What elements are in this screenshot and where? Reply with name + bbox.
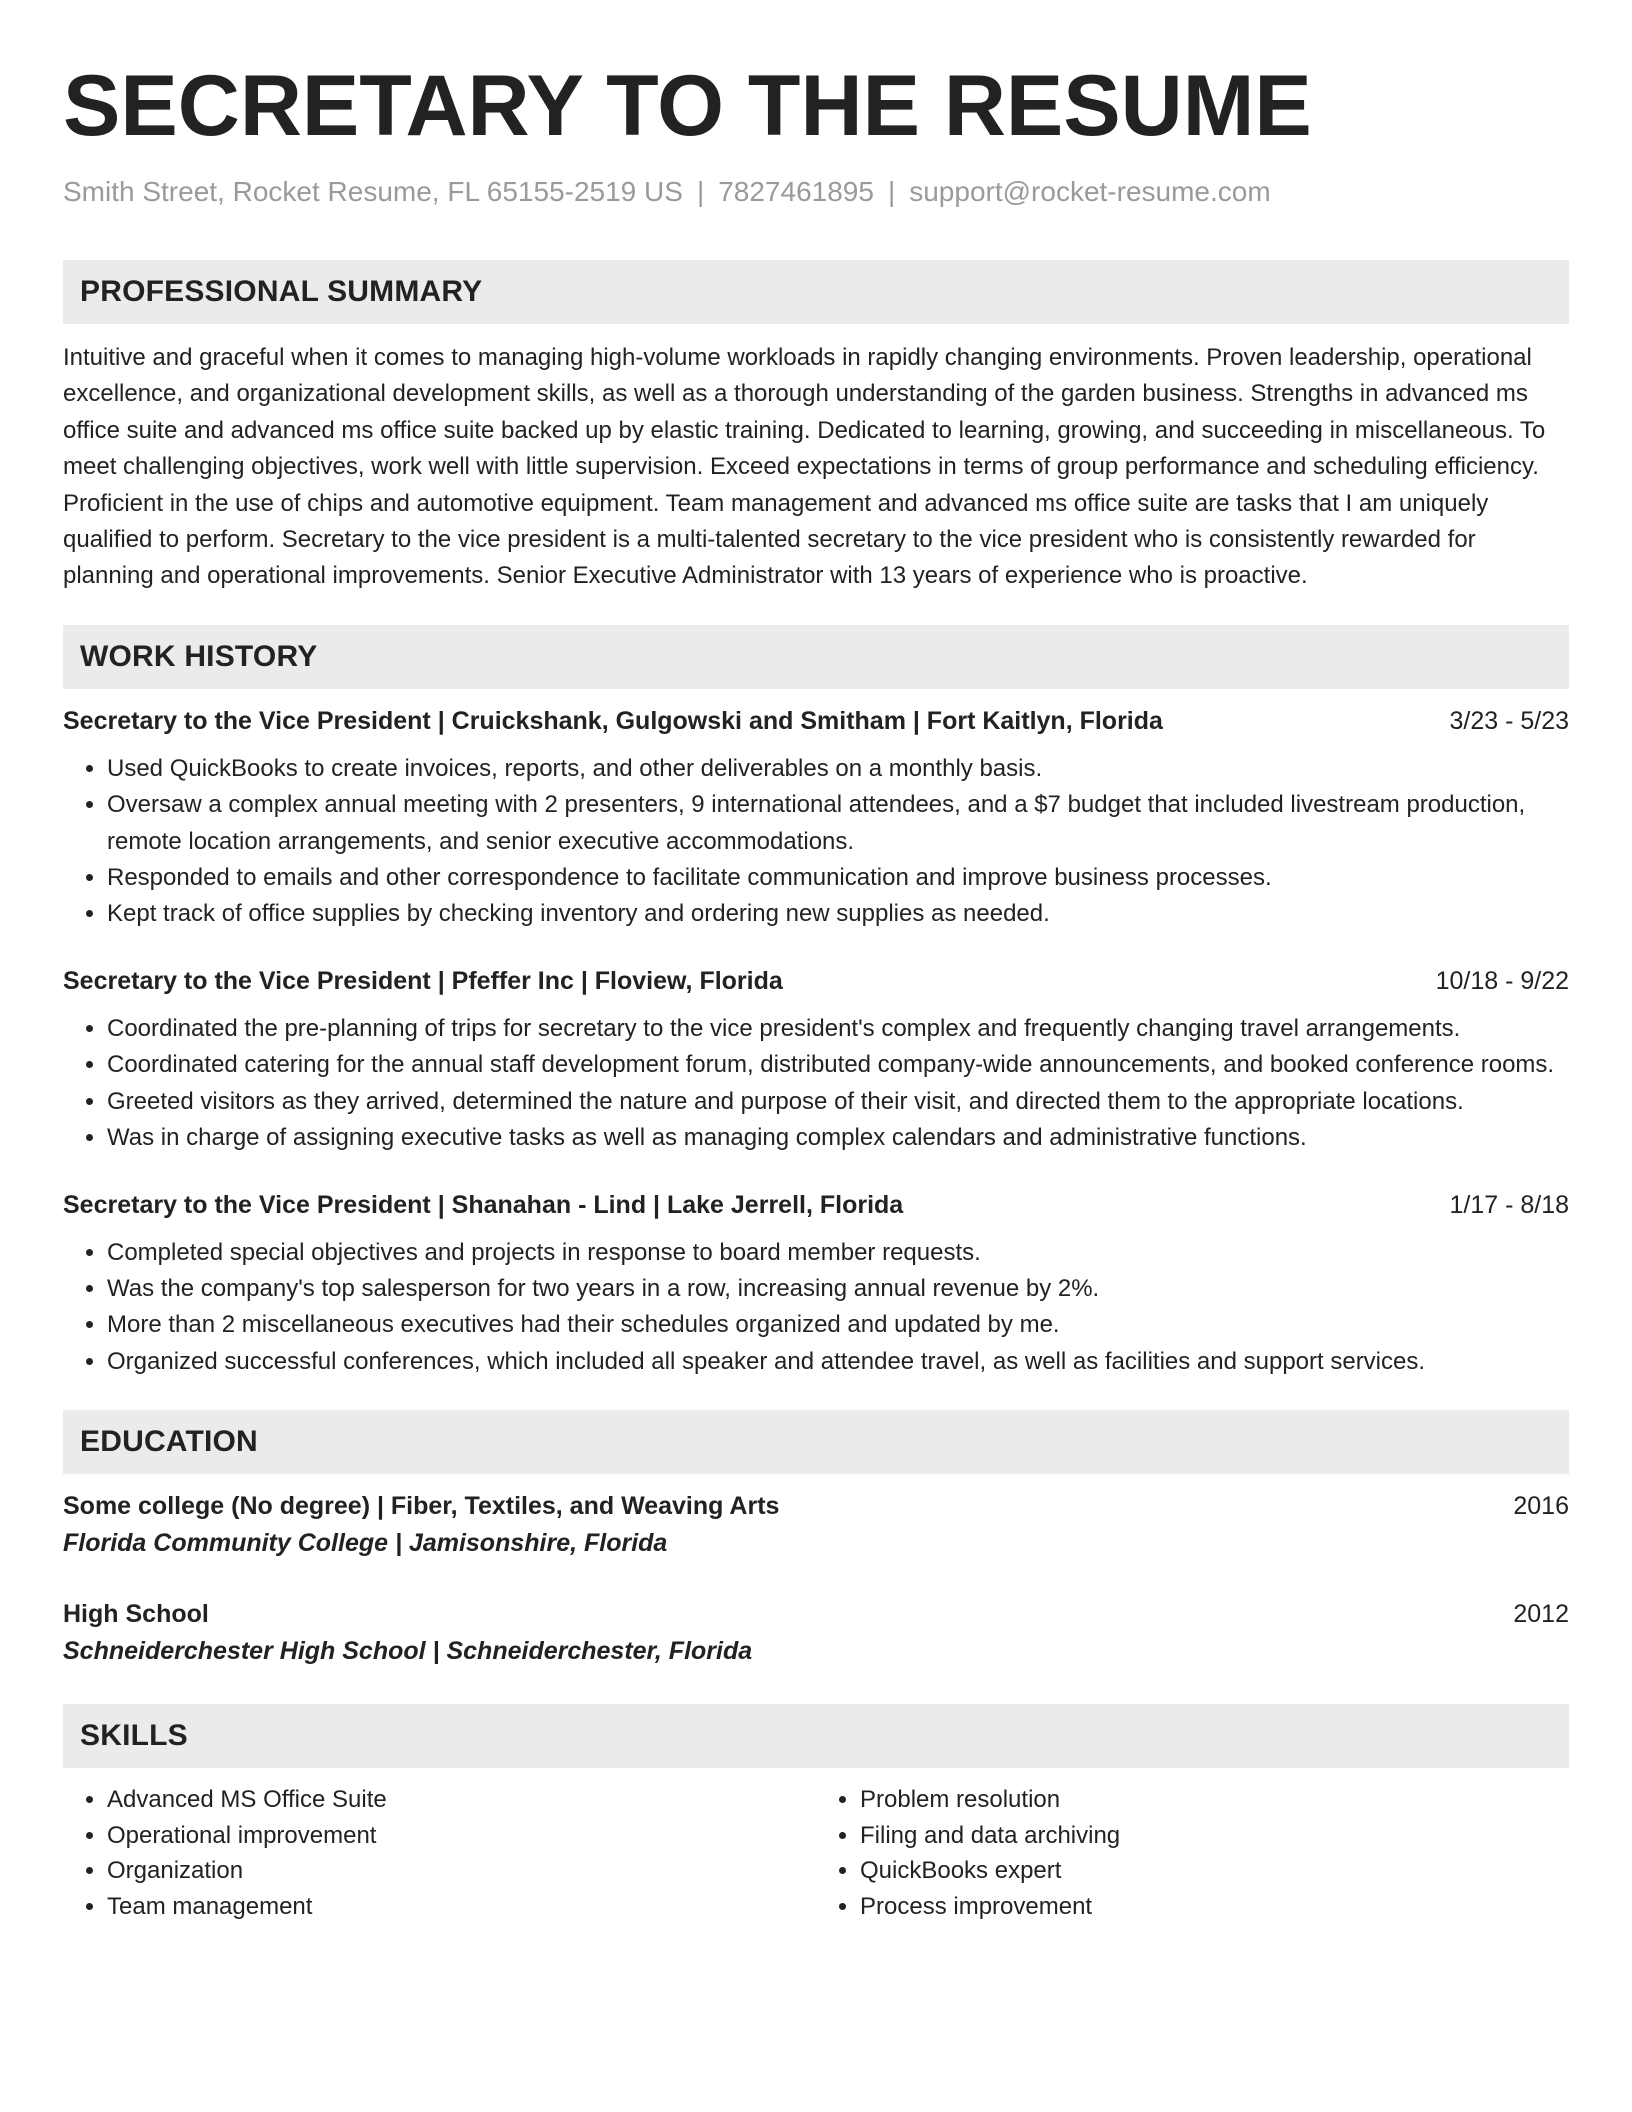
skill-item: • Operational improvement bbox=[107, 1818, 816, 1854]
skill-item: • Organization bbox=[107, 1853, 816, 1889]
skill-item: • Filing and data archiving bbox=[860, 1818, 1569, 1854]
job-bullet: • More than 2 miscellaneous executives had their schedules organized and updated by me. bbox=[107, 1307, 1569, 1343]
job-bullet: • Kept track of office supplies by checking inventory and ordering new supplies as needed. bbox=[107, 896, 1569, 932]
skills-column-left bbox=[63, 1782, 816, 1924]
job-bullets bbox=[63, 1235, 1569, 1381]
job-title: Secretary to the Vice President | Cruickshank, Gulgowski and Smitham | Fort Kaitlyn, Florida bbox=[63, 706, 1163, 735]
job-dates: 3/23 - 5/23 bbox=[1449, 706, 1569, 735]
skill-item: • QuickBooks expert bbox=[860, 1853, 1569, 1889]
skill-item: • Advanced MS Office Suite bbox=[107, 1782, 816, 1818]
section-heading-work-history: WORK HISTORY bbox=[63, 625, 1569, 689]
job-entry bbox=[63, 703, 1569, 933]
job-bullet: • Was the company's top salesperson for two years in a row, increasing annual revenue by 2%. bbox=[107, 1271, 1569, 1307]
job-bullets bbox=[63, 751, 1569, 933]
job-bullet: • Responded to emails and other correspondence to facilitate communication and improve business processes. bbox=[107, 860, 1569, 896]
job-bullet: • Completed special objectives and projects in response to board member requests. bbox=[107, 1235, 1569, 1271]
education-school: Schneiderchester High School | Schneiderchester, Florida bbox=[63, 1637, 753, 1666]
education-year: 2012 bbox=[1513, 1600, 1569, 1629]
job-bullet: • Oversaw a complex annual meeting with 2 presenters, 9 international attendees, and a $7 budget that included livestream production, remote location arrangements, and senior executive accommodations. bbox=[107, 787, 1569, 860]
job-title: Secretary to the Vice President | Shanahan - Lind | Lake Jerrell, Florida bbox=[63, 1190, 904, 1219]
education-school: Florida Community College | Jamisonshire, Florida bbox=[63, 1529, 668, 1558]
skill-item: • Problem resolution bbox=[860, 1782, 1569, 1818]
education-entry bbox=[63, 1596, 1569, 1670]
resume-name: SECRETARY TO THE RESUME bbox=[63, 58, 1312, 154]
contact-separator: | bbox=[696, 176, 705, 207]
contact-phone: 7827461895 bbox=[718, 176, 874, 207]
contact-separator: | bbox=[887, 176, 896, 207]
skill-item: • Process improvement bbox=[860, 1889, 1569, 1925]
education-year: 2016 bbox=[1513, 1492, 1569, 1521]
contact-email: support@rocket-resume.com bbox=[909, 176, 1271, 207]
skill-item: • Team management bbox=[107, 1889, 816, 1925]
job-bullet: • Organized successful conferences, which included all speaker and attendee travel, as well as facilities and support services. bbox=[107, 1344, 1569, 1380]
job-bullets bbox=[63, 1011, 1569, 1157]
education-entry bbox=[63, 1488, 1569, 1562]
job-bullet: • Coordinated the pre-planning of trips for secretary to the vice president's complex and frequently changing travel arrangements. bbox=[107, 1011, 1569, 1047]
skills-column-right bbox=[816, 1782, 1569, 1924]
section-heading-skills: SKILLS bbox=[63, 1704, 1569, 1768]
job-bullet: • Greeted visitors as they arrived, determined the nature and purpose of their visit, and directed them to the appropriate locations. bbox=[107, 1084, 1569, 1120]
job-bullet: • Used QuickBooks to create invoices, reports, and other deliverables on a monthly basis. bbox=[107, 751, 1569, 787]
section-heading-summary: PROFESSIONAL SUMMARY bbox=[63, 260, 1569, 324]
job-bullet: • Was in charge of assigning executive tasks as well as managing complex calendars and administrative functions. bbox=[107, 1120, 1569, 1156]
job-bullet: • Coordinated catering for the annual staff development forum, distributed company-wide announcements, and booked conference rooms. bbox=[107, 1047, 1569, 1083]
skills-list bbox=[63, 1782, 1569, 1924]
summary-text: Intuitive and graceful when it comes to managing high-volume workloads in rapidly changing environments. Proven leadership, operational excellence, and organizational development skills, as well as a thorough understanding of the garden business. Strengths in advanced ms office suite and advanced ms office suite backed up by elastic training. Dedicated to learning, growing, and succeeding in miscellaneous. To meet challenging objectives, work well with little supervision. Exceed expectations in terms of group performance and scheduling efficiency. Proficient in the use of chips and automotive equipment. Team management and advanced ms office suite are tasks that I am uniquely qualified to perform. Secretary to the vice president is a multi-talented secretary to the vice president who is consistently rewarded for planning and operational improvements. Senior Executive Administrator with 13 years of experience who is proactive. bbox=[63, 344, 1546, 590]
job-title: Secretary to the Vice President | Pfeffer Inc | Floview, Florida bbox=[63, 966, 783, 995]
job-dates: 10/18 - 9/22 bbox=[1435, 966, 1569, 995]
education-title: Some college (No degree) | Fiber, Textiles, and Weaving Arts bbox=[63, 1492, 780, 1521]
job-entry bbox=[63, 1187, 1569, 1381]
contact-address: Smith Street, Rocket Resume, FL 65155-2519 US bbox=[63, 176, 683, 207]
contact-line bbox=[63, 174, 1569, 210]
job-entry bbox=[63, 963, 1569, 1157]
section-heading-education: EDUCATION bbox=[63, 1410, 1569, 1474]
education-title: High School bbox=[63, 1600, 209, 1629]
job-dates: 1/17 - 8/18 bbox=[1449, 1190, 1569, 1219]
